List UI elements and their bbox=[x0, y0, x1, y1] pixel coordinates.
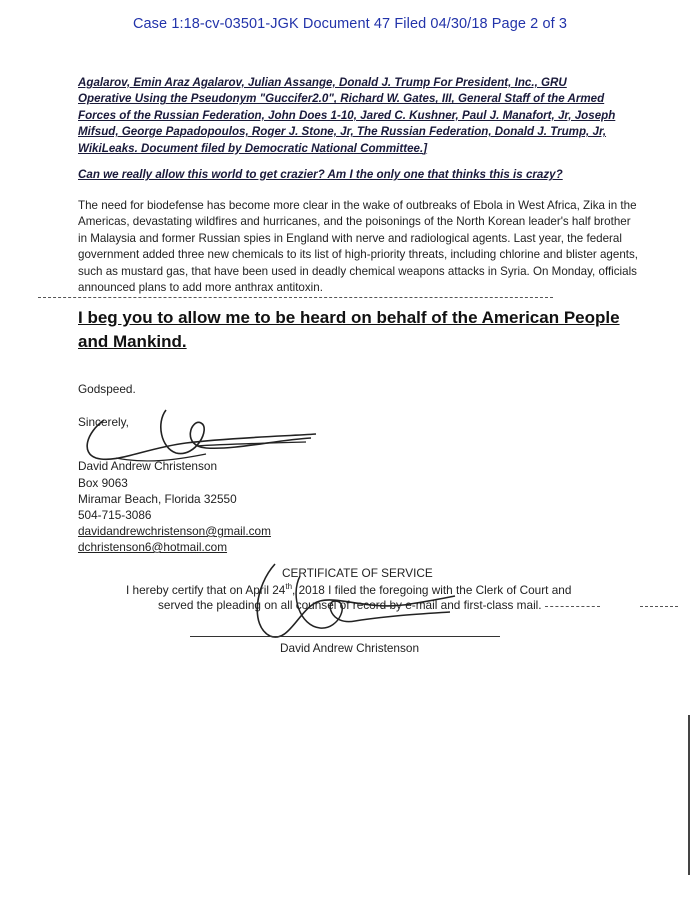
certificate-line-1-start: I hereby certify that on April 24 bbox=[126, 582, 286, 597]
email-gmail-link[interactable]: davidandrewchristenson@gmail.com bbox=[78, 524, 271, 538]
address-city: Miramar Beach, Florida 32550 bbox=[78, 492, 237, 506]
ordinal-suffix: th bbox=[285, 582, 293, 591]
scan-edge-mark bbox=[688, 715, 690, 875]
godspeed-text: Godspeed. bbox=[78, 382, 136, 396]
question-line: Can we really allow this world to get crazier? Am I the only one that thinks this is crazy? bbox=[78, 168, 563, 181]
phone-number: 504-715-3086 bbox=[78, 508, 152, 522]
scan-artifact-dash bbox=[545, 606, 600, 607]
signature-line bbox=[190, 636, 500, 637]
case-header: Case 1:18-cv-03501-JGK Document 47 Filed 04/30/18 Page 2 of 3 bbox=[132, 16, 568, 32]
certificate-signer: David Andrew Christenson bbox=[280, 641, 420, 655]
certificate-line-1-end: , 2018 I filed the foregoing with the Clerk of Court and bbox=[292, 582, 572, 597]
certificate-line-2: served the pleading on all counsel of record by e-mail and first-class mail. bbox=[158, 598, 542, 612]
certificate-title: CERTIFICATE OF SERVICE bbox=[282, 566, 433, 580]
signer-name: David Andrew Christenson bbox=[78, 459, 218, 473]
plea-heading: I beg you to allow me to be heard on behalf of the American People and Mankind. bbox=[78, 308, 620, 351]
address-box: Box 9063 bbox=[78, 476, 128, 490]
sincerely-text: Sincerely, bbox=[78, 415, 129, 429]
scan-artifact-dash-right bbox=[640, 606, 678, 607]
case-caption: Agalarov, Emin Araz Agalarov, Julian Assange, Donald J. Trump For President, Inc., GRU Operative Using the Pseudonym "Guccifer2.0", Richard W. Gates, III, General Staff of the Armed Forces of the Russian Federation, John Does 1-10, Jared C. Kushner, Paul J. Manafort, Jr, Joseph Mifsud, George Papadopoulos, Roger J. Stone, Jr, The Russian Federation, Donald J. Trump, Jr, WikiLeaks. Document filed by Democratic National Committee.] bbox=[78, 76, 616, 155]
scan-divider bbox=[38, 297, 553, 298]
body-paragraph: The need for biodefense has become more clear in the wake of outbreaks of Ebola in West Africa, Zika in the Americas, devastating wildfires and hurricanes, and the poisonings of the North Korean leader's half brother in Malaysia and former Russian spies in England with nerve and radiological agents. Last year, the federal government added three new chemicals to its list of high-priority threats, including chlorine and blister agents, such as mustard gas, that have been used in deadly chemical weapons attacks in Syria. On Monday, officials announced plans to add more anthrax antitoxin. bbox=[78, 199, 639, 295]
email-hotmail-link[interactable]: dchristenson6@hotmail.com bbox=[78, 540, 228, 554]
